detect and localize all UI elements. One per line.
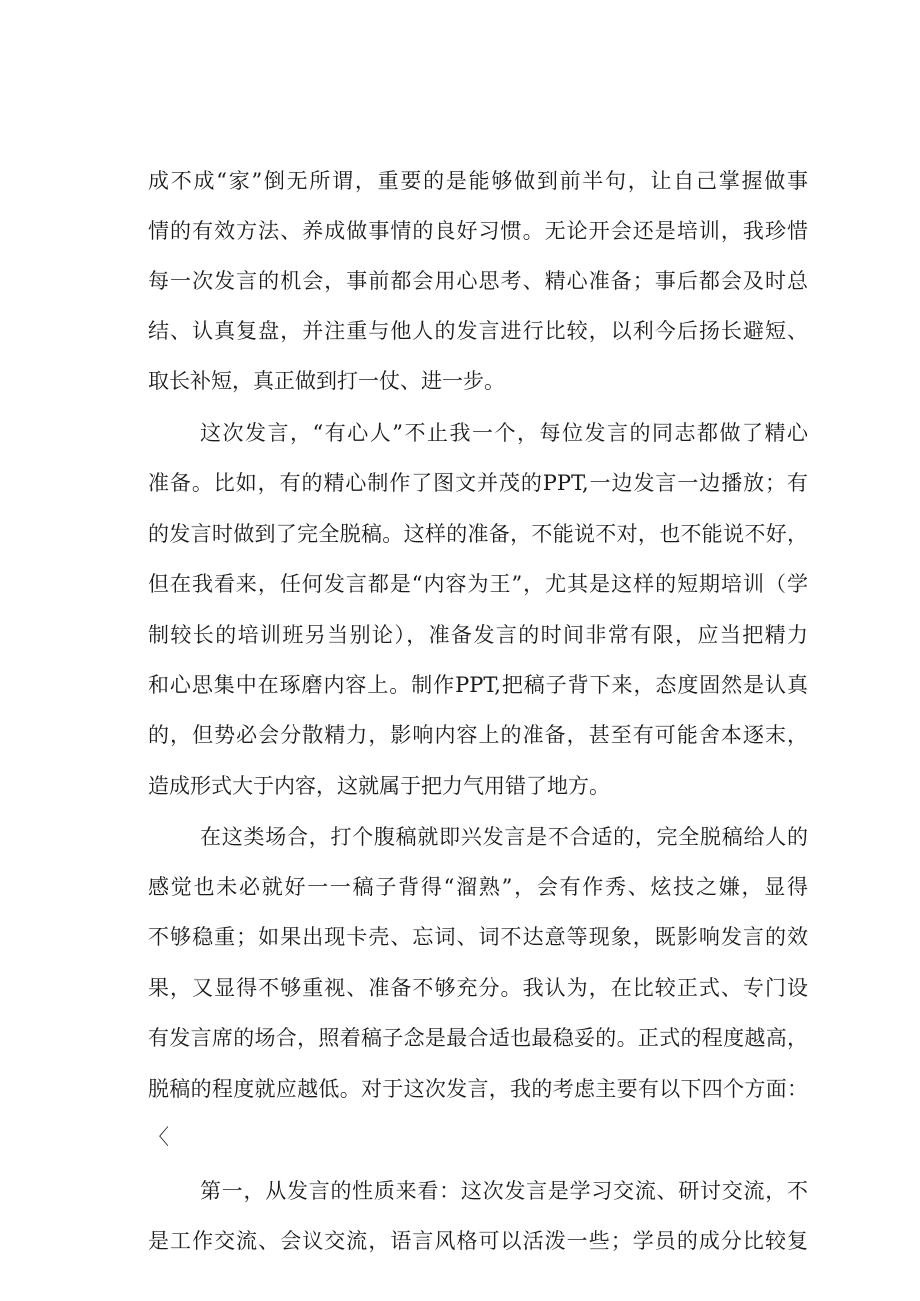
text-line: 在这类场合，打个腹稿就即兴发言是不合适的，完全脱稿给人的 [200, 825, 808, 849]
text-line: 有发言席的场合，照着稿子念是最合适也最稳妥的。正式的程度越高， [148, 1026, 808, 1050]
text-line: 果，又显得不够重视、准备不够充分。我认为，在比较正式、专门设 [148, 976, 808, 1000]
text-line: 〈 [148, 1125, 169, 1149]
text-line: 的，但势必会分散精力，影响内容上的准备，甚至有可能舍本逐末， [148, 723, 808, 747]
text-line: 取长补短，真正做到打一仗、进一步。 [148, 369, 505, 393]
text-line: 但在我看来，任何发言都是“内容为王”，尤其是这样的短期培训（学 [148, 572, 808, 596]
text-line: 每一次发言的机会，事前都会用心思考、精心准备；事后都会及时总 [148, 269, 808, 293]
text-line: 的发言时做到了完全脱稿。这样的准备，不能说不对，也不能说不好， [148, 522, 808, 546]
text-line: 造成形式大于内容，这就属于把力气用错了地方。 [148, 774, 610, 798]
text-line: 制较长的培训班另当别论），准备发言的时间非常有限，应当把精力 [148, 623, 808, 647]
text-line: 这次发言，“有心人”不止我一个，每位发言的同志都做了精心 [200, 421, 808, 445]
text-line: 成不成“家”倒无所谓，重要的是能够做到前半句，让自己掌握做事 [148, 169, 808, 193]
text-line: 脱稿的程度就应越低。对于这次发言，我的考虑主要有以下四个方面： [148, 1077, 808, 1101]
text-line: 感觉也未必就好一一稿子背得“溜熟”，会有作秀、炫技之嫌，显得 [148, 875, 808, 899]
text-line: 准备。比如，有的精心制作了图文并茂的PPT,一边发言一边播放；有 [148, 471, 808, 495]
text-line: 情的有效方法、养成做事情的良好习惯。无论开会还是培训，我珍惜 [148, 219, 808, 243]
text-line: 第一，从发言的性质来看：这次发言是学习交流、研讨交流，不 [200, 1179, 808, 1203]
text-line: 不够稳重；如果出现卡壳、忘词、词不达意等现象，既影响发言的效 [148, 925, 808, 949]
text-line: 是工作交流、会议交流，语言风格可以活泼一些；学员的成分比较复 [148, 1229, 808, 1253]
text-line: 和心思集中在琢磨内容上。制作PPT,把稿子背下来，态度固然是认真 [148, 673, 808, 697]
text-line: 结、认真复盘，并注重与他人的发言进行比较，以利今后扬长避短、 [148, 319, 808, 343]
